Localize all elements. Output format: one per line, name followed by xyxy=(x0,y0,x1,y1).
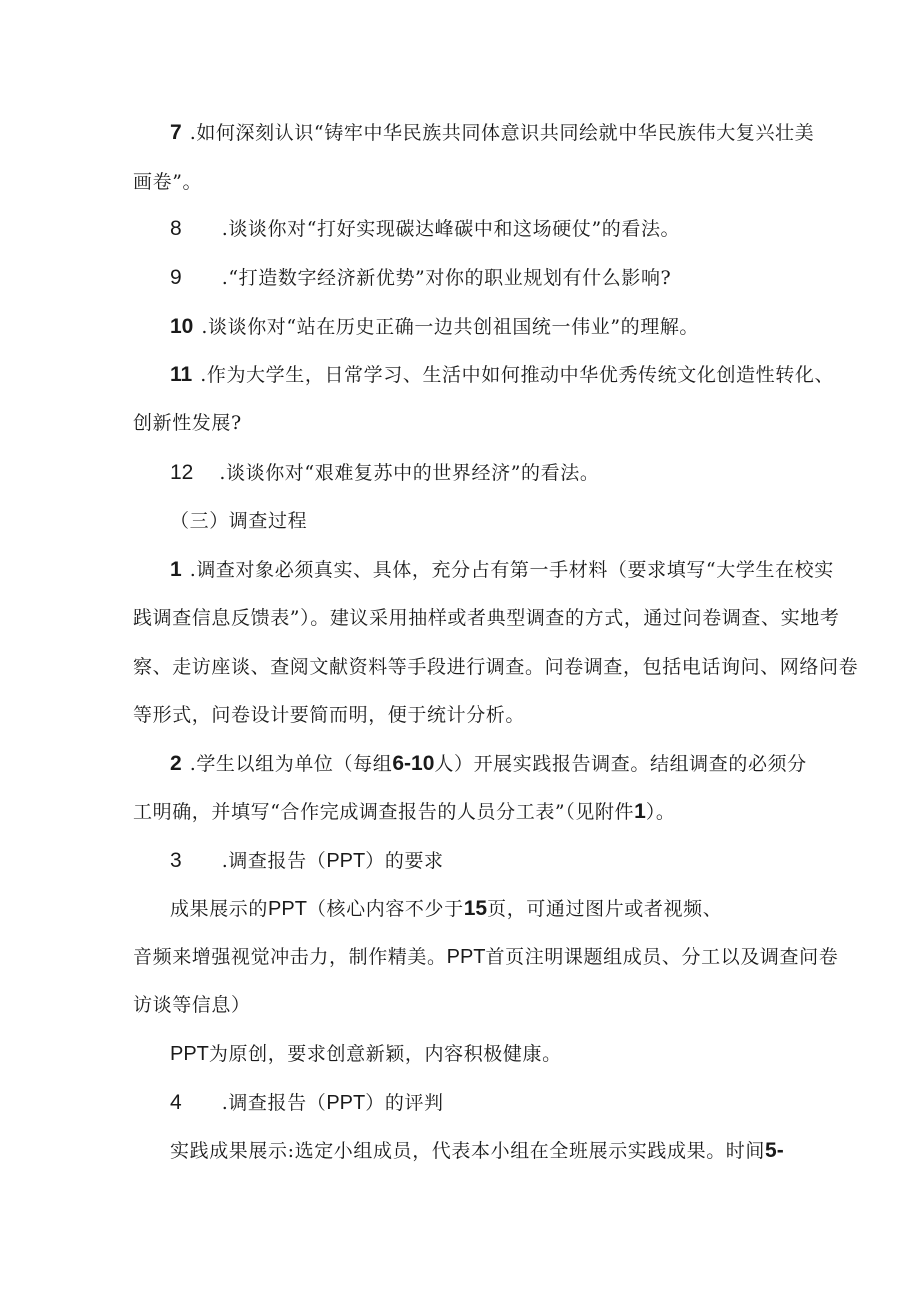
item-number: 11 xyxy=(170,363,193,386)
process-3-original: PPT为原创，要求创意新颖，内容积极健康。 xyxy=(170,1043,562,1065)
item-number: 10 xyxy=(170,315,194,338)
process-4-show: 实践成果展示:选定小组成员，代表本小组在全班展示实践成果。时间5- xyxy=(170,1139,784,1162)
process-3-title: 3 .调查报告（PPT）的要求 xyxy=(170,849,444,872)
item-number: 12 xyxy=(170,461,194,484)
item-text: 谈谈你对“艰难复苏中的世界经济”的看法。 xyxy=(226,462,600,484)
item-9: 9 .“打造数字经济新优势”对你的职业规划有什么影响? xyxy=(170,266,672,289)
process-1-line-2: 践调查信息反馈表”）。建议采用抽样或者典型调查的方式，通过问卷调查、实地考 xyxy=(133,607,840,629)
section-heading: （三）调查过程 xyxy=(170,510,308,532)
process-1-line-3: 察、走访座谈、查阅文献资料等手段进行调查。问卷调查，包括电话询问、网络问卷 xyxy=(133,656,859,678)
process-3-req-line-2: 音频来增强视觉冲击力，制作精美。PPT首页注明课题组成员、分工以及调查问卷 xyxy=(133,946,839,968)
process-3-req-line-3: 访谈等信息） xyxy=(133,994,251,1016)
item-number: 7 xyxy=(170,121,182,144)
item-text-continued: 画卷”。 xyxy=(133,171,203,193)
item-text: 如何深刻认识“铸牢中华民族共同体意识共同绘就中华民族伟大复兴壮美 xyxy=(196,122,815,144)
item-number: 1 xyxy=(170,558,182,581)
item-text: 作为大学生，日常学习、生活中如何推动中华优秀传统文化创造性转化、 xyxy=(206,364,835,386)
item-number: 9 xyxy=(170,266,182,289)
item-number: 2 xyxy=(170,752,182,775)
item-number: 3 xyxy=(170,849,182,872)
item-text: “打造数字经济新优势”对你的职业规划有什么影响? xyxy=(228,267,672,289)
item-8: 8 .谈谈你对“打好实现碳达峰碳中和这场硬仗”的看法。 xyxy=(170,217,681,240)
process-2-line-1: 2 .学生以组为单位（每组6-10人）开展实践报告调查。结组调查的必须分 xyxy=(170,752,807,775)
item-text: 谈谈你对“打好实现碳达峰碳中和这场硬仗”的看法。 xyxy=(228,218,681,240)
item-text-continued: 创新性发展? xyxy=(133,412,242,434)
item-11-line-2 xyxy=(133,411,242,435)
process-3-req-line-1: 成果展示的PPT（核心内容不少于15页，可通过图片或者视频、 xyxy=(170,897,723,920)
process-4-title: 4 .调查报告（PPT）的评判 xyxy=(170,1091,444,1114)
item-number: 8 xyxy=(170,217,182,240)
item-11-line-1: 11 .作为大学生，日常学习、生活中如何推动中华优秀传统文化创造性转化、 xyxy=(170,363,835,386)
item-text: 谈谈你对“站在历史正确一边共创祖国统一伟业”的理解。 xyxy=(208,316,700,338)
item-12: 12 .谈谈你对“艰难复苏中的世界经济”的看法。 xyxy=(170,461,600,484)
process-1-line-1: 1 .调查对象必须真实、具体，充分占有第一手材料（要求填写“大学生在校实 xyxy=(170,558,834,581)
item-10: 10 .谈谈你对“站在历史正确一边共创祖国统一伟业”的理解。 xyxy=(170,315,700,338)
item-number: 4 xyxy=(170,1091,182,1114)
item-7-line-1: 7 .如何深刻认识“铸牢中华民族共同体意识共同绘就中华民族伟大复兴壮美 xyxy=(170,121,815,144)
process-2-line-2: 工明确，并填写“合作完成调查报告的人员分工表”（见附件1）。 xyxy=(133,800,676,823)
process-1-line-4: 等形式，问卷设计要简而明，便于统计分析。 xyxy=(133,704,526,726)
item-7-line-2 xyxy=(133,170,202,194)
